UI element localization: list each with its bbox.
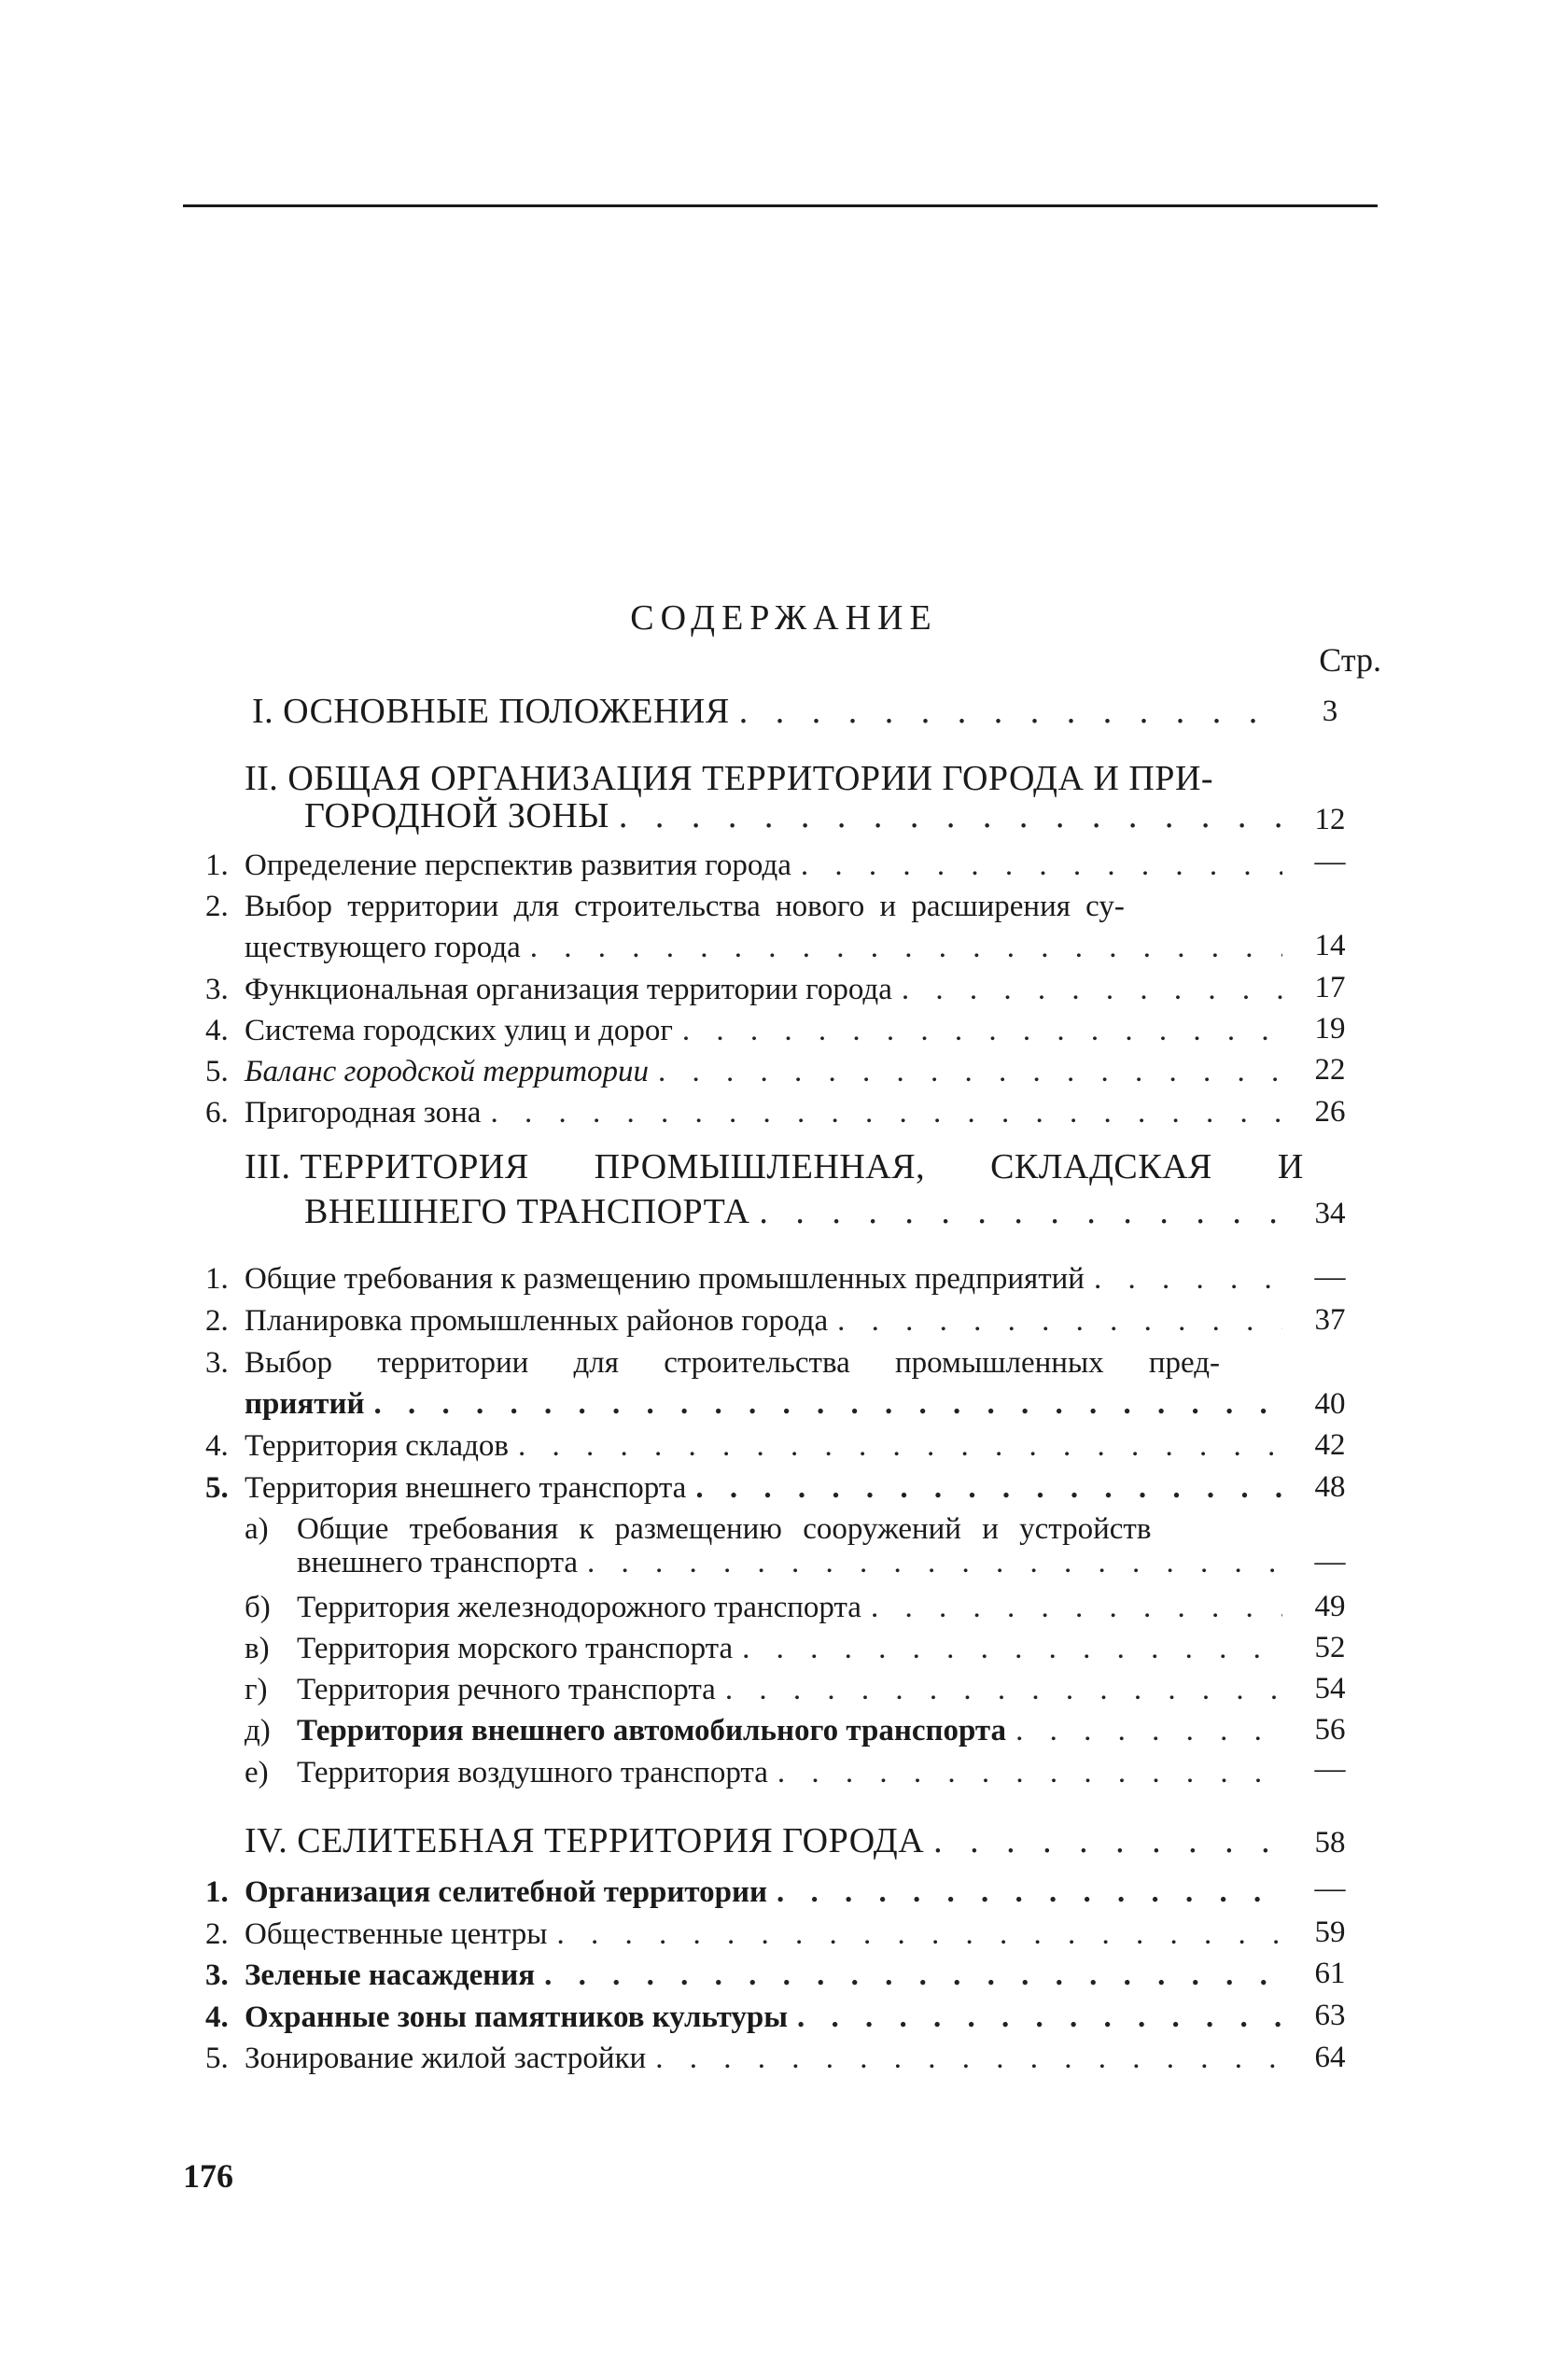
leader-dots [1094, 1258, 1282, 1299]
leader-dots [544, 1955, 1282, 1996]
page-number: 54 [1314, 1672, 1346, 1705]
leader-dots [742, 1628, 1282, 1669]
top-rule [183, 204, 1378, 207]
page-number: 14 [1314, 929, 1346, 962]
leader-dots [725, 1669, 1282, 1710]
page-number: — [1314, 1260, 1346, 1294]
section-title: ОБЩАЯ ОРГАНИЗАЦИЯ ТЕРРИТОРИИ ГОРОДА И ПРИ- [287, 759, 1214, 798]
leader-dots [556, 1914, 1282, 1955]
toc-section-2 [245, 758, 1288, 848]
leader-dots [837, 1300, 1282, 1341]
section-number: III. [245, 1147, 291, 1186]
page-title: СОДЕРЖАНИЕ [630, 598, 938, 638]
section-title-cont: ВНЕШНЕГО ТРАНСПОРТА [304, 1192, 750, 1231]
section-number: I. [252, 692, 274, 731]
toc-section-3 [245, 1146, 1304, 1236]
leader-dots [682, 1010, 1282, 1051]
leader-dots [373, 1383, 1282, 1425]
section-title: СЕЛИТЕБНАЯ ТЕРРИТОРИЯ ГОРОДА [297, 1821, 925, 1860]
page-number: 12 [1314, 803, 1346, 836]
page-number: 61 [1314, 1957, 1346, 1990]
page-number: 34 [1314, 1197, 1346, 1230]
folio-page-number: 176 [183, 2157, 233, 2195]
section-number: II. [245, 759, 279, 798]
page-number: 52 [1314, 1631, 1346, 1664]
page-number: 56 [1314, 1713, 1346, 1747]
leader-dots [777, 1752, 1282, 1793]
leader-dots [655, 2038, 1282, 2079]
leader-dots [902, 969, 1282, 1010]
page-number: 48 [1314, 1470, 1346, 1504]
page-number: 58 [1314, 1826, 1346, 1860]
page-number: — [1314, 1872, 1346, 1905]
page-number: 40 [1314, 1387, 1346, 1421]
leader-dots [587, 1542, 1282, 1583]
document-page: СОДЕРЖАНИЕ Стр. I. ОСНОВНЫЕ ПОЛОЖЕНИЯ . . . 3 II. ОБЩАЯ ОРГАНИЗАЦИЯ ТЕРРИТОРИИ ГОРОДА И ПРИ- ГОРОДНОЙ ЗОНЫ . . . 12 1. Определение перспектив развития города . . . — 2. Выбор территории для строительства нового и расширения су- ществующего города . . . 14 3. Функциональная организация территории города . . . 17 4. Система городских улиц и дорог . . . 19 5. Баланс городской территории . . . 22 6. Пригородная зона . . . 26 III. ТЕРРИТОРИЯ ПРОМЫШЛЕННАЯ, СКЛАДСКАЯ И ВНЕШНЕГО ТРАНСПОРТА . . . 34 1. Общие требования к размещению промышленных предприятий . . . — 2. Планировка промышленных районов города . . . 37 3. Выбор территории для строительства промышленных пред- приятий . . . 40 4. Территория складов . . . 42 5. Территория внешнего транспорта . . . 48 а) Общие требования к размещению сооружений и устройств внешнего транспорта . . . — б) Территория железнодорожного транспорта . . . 49 в) Территория морского транспорта . . . 52 г) Территория речного транспорта . . . 54 д) Территория внешнего автомобильного транспорта . . . 56 е) Территория воздушного транспорта . . . — IV. СЕЛИТЕБНАЯ ТЕРРИТОРИЯ ГОРОДА . . . 58 1. Организация селитебной территории . . . — 2. Общественные центры . . . 59 3. Зеленые насаждения . . . 61 4. Охранные зоны памятников культуры . . . 63 5. Зонирование жилой застройки . . . 64 176 [0, 0, 1568, 2372]
page-number: 42 [1314, 1428, 1346, 1462]
page-number: 37 [1314, 1303, 1346, 1337]
leader-dots [801, 845, 1282, 886]
page-number: 22 [1314, 1053, 1346, 1087]
leader-dots [490, 1092, 1282, 1133]
page-number: 59 [1314, 1916, 1346, 1949]
leader-dots [1015, 1710, 1282, 1751]
leader-dots [777, 1872, 1282, 1913]
page-number: 64 [1314, 2041, 1346, 2074]
leader-dots [695, 1467, 1282, 1509]
page-number: 63 [1314, 1999, 1346, 2032]
leader-dots [518, 1425, 1282, 1467]
section-title-cont: ГОРОДНОЙ ЗОНЫ [304, 796, 609, 835]
leader-dots [759, 1191, 1282, 1232]
leader-dots [739, 691, 1282, 732]
page-number: 3 [1322, 695, 1338, 728]
page-number: — [1314, 845, 1346, 878]
section-title: ОСНОВНЫЕ ПОЛОЖЕНИЯ [283, 692, 730, 731]
toc-section-4 [245, 1820, 1288, 1867]
page-column-label: Стр. [1319, 641, 1381, 679]
page-number: 19 [1314, 1012, 1346, 1046]
page-number: — [1314, 1545, 1346, 1579]
page-number: 17 [1314, 971, 1346, 1004]
toc-section-1 [252, 691, 1288, 737]
leader-dots [797, 1997, 1282, 2038]
page-number: — [1314, 1752, 1346, 1786]
leader-dots [871, 1587, 1282, 1628]
leader-dots [933, 1820, 1282, 1861]
section-title: ТЕРРИТОРИЯ ПРОМЫШЛЕННАЯ, СКЛАДСКАЯ И [300, 1147, 1304, 1186]
leader-dots [619, 795, 1282, 836]
page-number: 26 [1314, 1095, 1346, 1129]
leader-dots [658, 1051, 1282, 1092]
leader-dots [530, 927, 1282, 968]
page-number: 49 [1314, 1590, 1346, 1623]
section-number: IV. [245, 1821, 288, 1860]
